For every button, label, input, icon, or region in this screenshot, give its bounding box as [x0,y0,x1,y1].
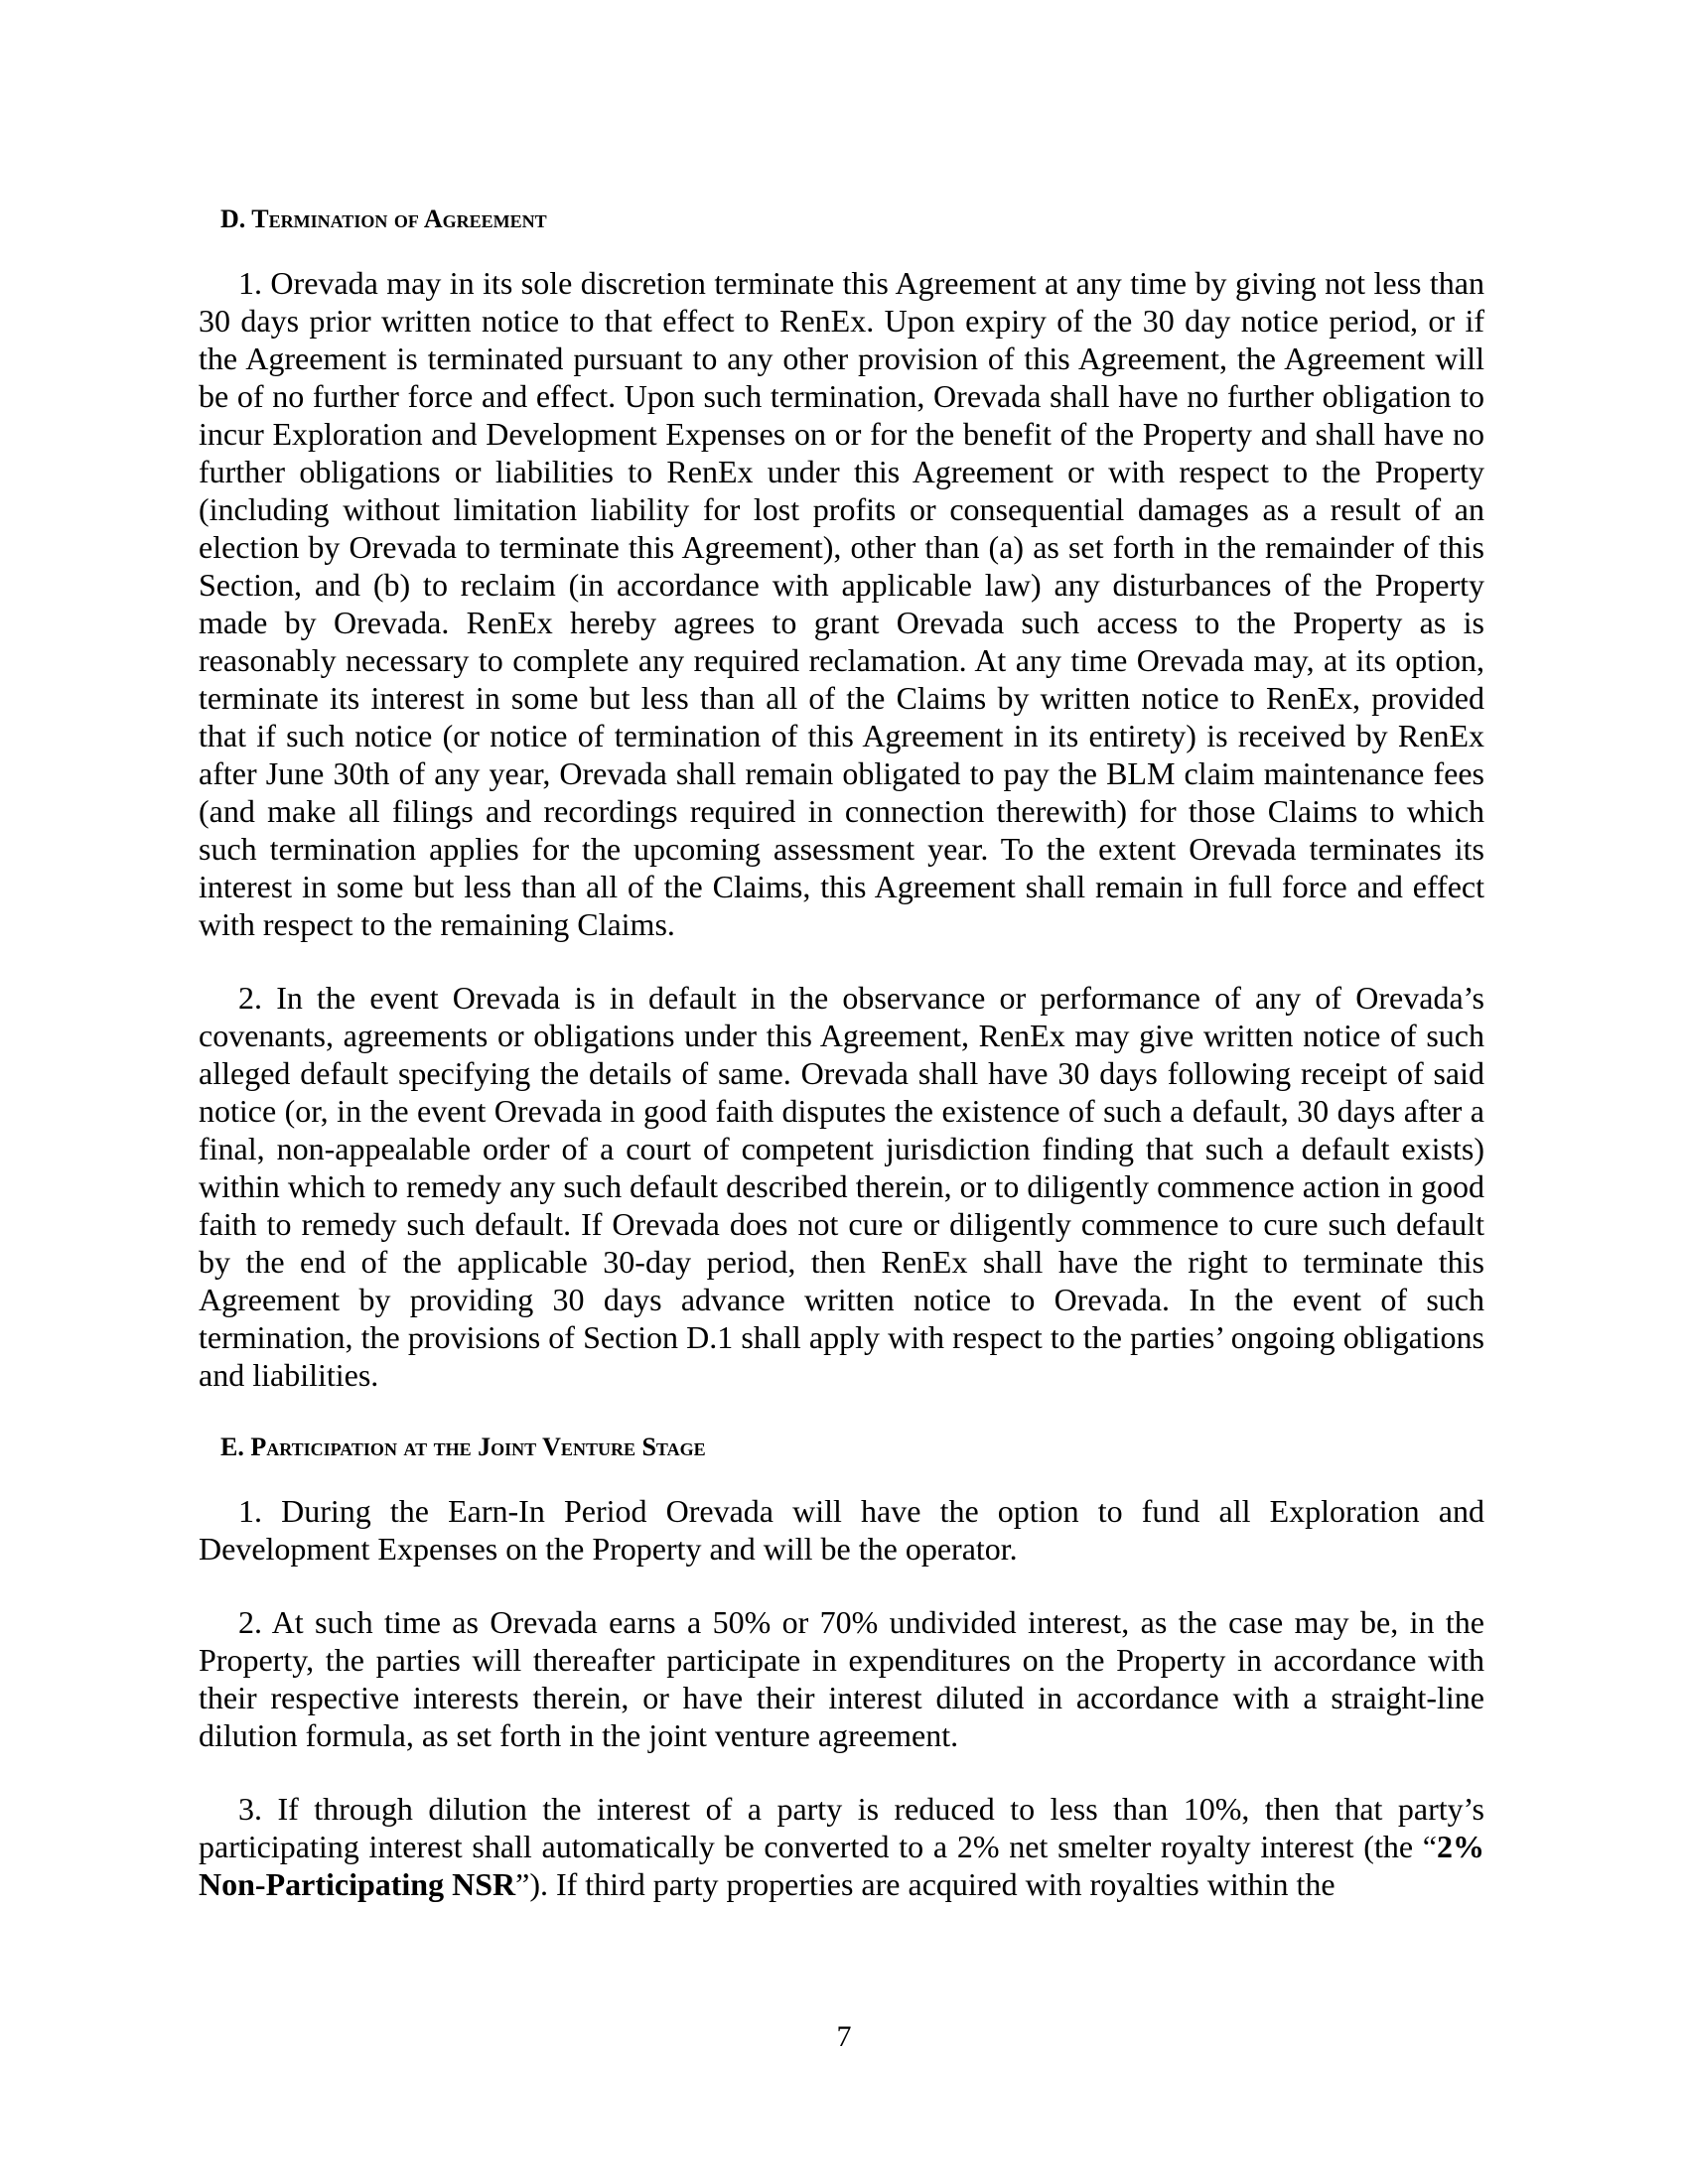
section-e-paragraph-3 [199,1790,1484,1903]
section-e-paragraph-2: 2. At such time as Orevada earns a 50% or 70% undivided interest, as the case may be, in the Property, the parties will thereafter participate in expenditures on the Property in accordance with their respective interests therein, or have their interest diluted in accordance with a straight-line dilution formula, as set forth in the joint venture agreement. [199,1604,1484,1754]
section-d-paragraph-1: 1. Orevada may in its sole discretion terminate this Agreement at any time by giving not less than 30 days prior written notice to that effect to RenEx. Upon expiry of the 30 day notice period, or if the Agreement is terminated pursuant to any other provision of this Agreement, the Agreement will be of no further force and effect. Upon such termination, Orevada shall have no further obligation to incur Exploration and Development Expenses on or for the benefit of the Property and shall have no further obligations or liabilities to RenEx under this Agreement or with respect to the Property (including without limitation liability for lost profits or consequential damages as a result of an election by Orevada to terminate this Agreement), other than (a) as set forth in the remainder of this Section, and (b) to reclaim (in accordance with applicable law) any disturbances of the Property made by Orevada. RenEx hereby agrees to grant Orevada such access to the Property as is reasonably necessary to complete any required reclamation. At any time Orevada may, at its option, terminate its interest in some but less than all of the Claims by written notice to RenEx, provided that if such notice (or notice of termination of this Agreement in its entirety) is received by RenEx after June 30th of any year, Orevada shall remain obligated to pay the BLM claim maintenance fees (and make all filings and recordings required in connection therewith) for those Claims to which such termination applies for the upcoming assessment year. To the extent Orevada terminates its interest in some but less than all of the Claims, this Agreement shall remain in full force and effect with respect to the remaining Claims. [199,265,1484,943]
defined-term-nsr: 2% Non-Participating NSR [199,1829,1484,1903]
page-number: 7 [836,2020,852,2053]
section-d-paragraph-2: 2. In the event Orevada is in default in the observance or performance of any of Orevada’s covenants, agreements or obligations under this Agreement, RenEx may give written notice of such alleged default specifying the details of same. Orevada shall have 30 days following receipt of said notice (or, in the event Orevada in good faith disputes the existence of such a default, 30 days after a final, non-appealable order of a court of competent jurisdiction finding that such a default exists) within which to remedy any such default described therein, or to diligently commence action in good faith to remedy such default. If Orevada does not cure or diligently commence to cure such default by the end of the applicable 30-day period, then RenEx shall have the right to terminate this Agreement by providing 30 days advance written notice to Orevada. In the event of such termination, the provisions of Section D.1 shall apply with respect to the parties’ ongoing obligations and liabilities. [199,980,1484,1394]
section-e-paragraph-1: 1. During the Earn-In Period Orevada will have the option to fund all Exploration and Development Expenses on the Property and will be the operator. [199,1493,1484,1568]
section-e-heading-text: E. Participation at the Joint Venture Stage [220,1433,706,1462]
section-e-heading [220,1432,1484,1462]
paragraph-3-text-before: 3. If through dilution the interest of a party is reduced to less than 10%, then that party’s participating interest shall automatically be converted to a 2% net smelter royalty interest (the “ [199,1791,1484,1865]
section-d-heading [220,204,1484,234]
paragraph-3-text-after: ”). If third party properties are acquired with royalties within the [515,1866,1336,1903]
document-page [199,204,1484,1903]
section-d-heading-text: D. Termination of Agreement [220,205,547,233]
